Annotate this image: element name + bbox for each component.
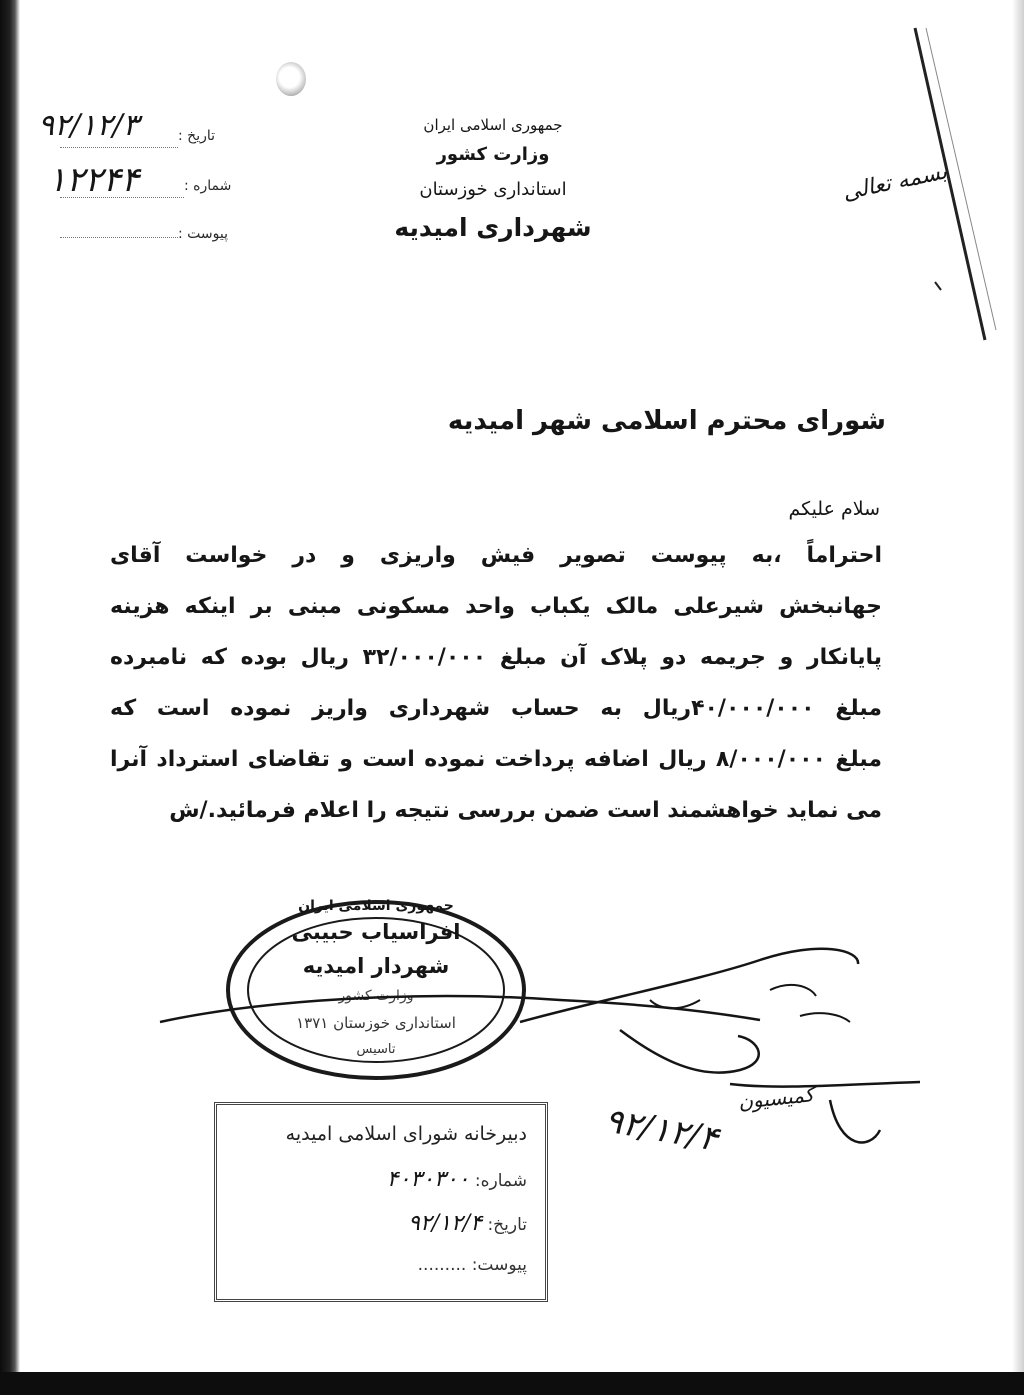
body-line-3: پایانکار و جریمه دو پلاک آن مبلغ ۳۲/۰۰۰/۰۰۰ ریال بوده که نامبرده	[110, 645, 882, 670]
box-stamp-attach	[418, 1255, 527, 1275]
number-label: شماره :	[184, 178, 232, 194]
signature-note: کمیسیون	[736, 1082, 816, 1114]
letterhead	[340, 112, 646, 248]
body-line-2: جهانبخش شیرعلی مالک یکباب واحد مسکونی مبنی بر اینکه هزینه	[110, 594, 882, 619]
letter-body	[110, 530, 882, 836]
oval-seal	[222, 896, 530, 1084]
seal-ring-bottom: استانداری خوزستان ۱۳۷۱	[296, 1014, 456, 1032]
body-line-6: می نماید خواهشمند است ضمن بررسی نتیجه را اعلام فرمائید./ش	[169, 798, 882, 823]
letterhead-country: جمهوری اسلامی ایران	[423, 116, 563, 134]
number-handwritten: ۱۲۲۴۴	[48, 160, 140, 200]
corner-handwriting: بسمه تعالی	[840, 159, 950, 206]
punch-hole	[276, 62, 306, 96]
box-stamp-number-label: شماره:	[474, 1171, 527, 1191]
box-stamp-number-value: ۴۰۳۰۳۰۰	[386, 1167, 470, 1192]
date-dots	[60, 146, 178, 148]
letterhead-municipality: شهرداری امیدیه	[394, 213, 592, 242]
greeting: سلام علیکم	[788, 498, 880, 520]
seal-name: افراسیاب حبیبی	[291, 920, 461, 944]
seal-title: شهردار امیدیه	[302, 954, 450, 978]
body-line-4: مبلغ ۴۰/۰۰۰/۰۰۰ریال به حساب شهرداری واریز نموده است که	[110, 696, 882, 721]
body-line-1: احتراماً ،به پیوست تصویر فیش واریزی و در خواست آقای	[110, 543, 882, 568]
signature-date: ۹۲/۱۲/۴	[601, 1100, 721, 1160]
attachment-dots	[60, 236, 178, 238]
letterhead-province: استانداری خوزستان	[419, 179, 567, 200]
scan-edge-bottom	[0, 1372, 1024, 1395]
body-line-5: مبلغ ۸/۰۰۰/۰۰۰ ریال اضافه پرداخت نموده است و تقاضای استرداد آنرا	[110, 747, 882, 772]
box-stamp-date-value: ۹۲/۱۲/۴	[408, 1211, 483, 1236]
seal-ring-top: جمهوری اسلامی ایران	[298, 898, 454, 914]
date-label: تاریخ :	[178, 128, 216, 144]
box-stamp-date-label: تاریخ:	[487, 1215, 527, 1235]
addressee: شورای محترم اسلامی شهر امیدیه	[447, 406, 886, 436]
scan-edge-right	[1012, 0, 1024, 1395]
secretariat-box-stamp	[214, 1102, 548, 1302]
seal-ring-bottom-2: تاسیس	[356, 1042, 396, 1057]
attachment-label: پیوست :	[178, 226, 228, 242]
scan-edge-left	[0, 0, 20, 1395]
box-stamp-date	[408, 1211, 527, 1236]
date-handwritten: ۹۲/۱۲/۳	[38, 108, 139, 143]
box-stamp-attach-label: پیوست:	[471, 1255, 527, 1275]
box-stamp-number	[387, 1167, 527, 1192]
letterhead-ministry: وزارت کشور	[436, 144, 550, 165]
box-stamp-attach-value: .........	[417, 1255, 467, 1275]
seal-ring-mid: وزارت کشور	[338, 988, 414, 1004]
box-stamp-title: دبیرخانه شورای اسلامی امیدیه	[285, 1123, 527, 1145]
